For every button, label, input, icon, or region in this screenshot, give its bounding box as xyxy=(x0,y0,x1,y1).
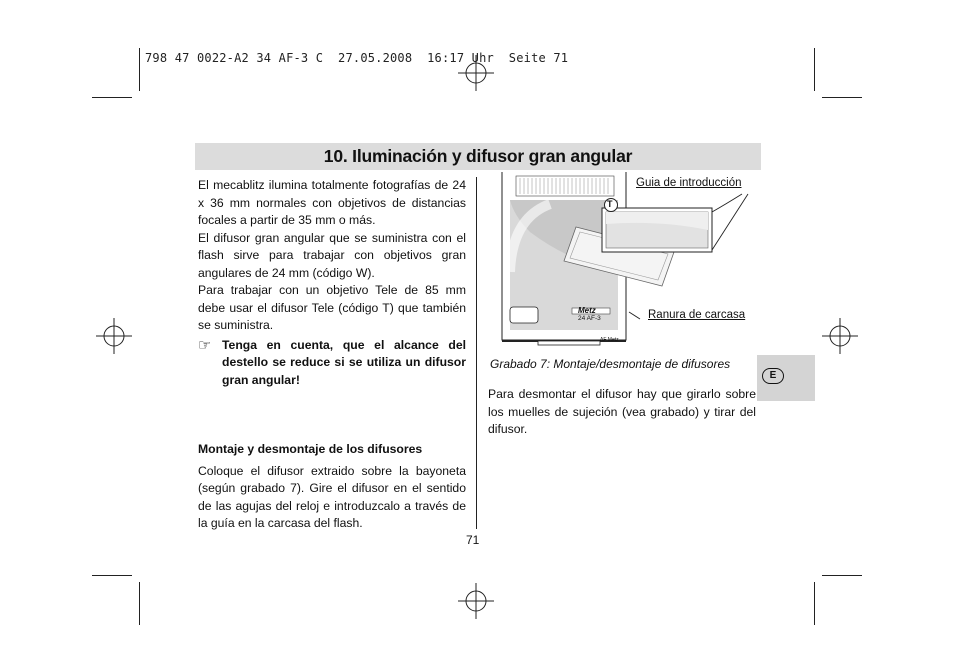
label-slot: Ranura de carcasa xyxy=(648,309,746,321)
page-title: 10. Iluminación y difusor gran angular xyxy=(323,146,633,166)
registration-mark-top xyxy=(458,55,494,91)
paragraph-wide-angle: El difusor gran angular que se suministra con el flash sirve para trabajar con objetivos gran angulares de 24 mm (código W). xyxy=(198,230,466,280)
badge-t: T xyxy=(607,199,613,209)
section-heading: Montaje y desmontaje de los difusores xyxy=(198,442,423,456)
language-tab xyxy=(757,355,815,401)
print-header: 798 47 0022-A2 34 AF-3 C 27.05.2008 16:17 Uhr Seite 71 xyxy=(145,51,569,65)
column-divider xyxy=(476,177,477,529)
label-guide: Guia de introducción xyxy=(636,177,742,189)
paragraph-tele: Para trabajar con un objetivo Tele de 85 mm debe usar el difusor Tele (código T) que también se suministra. xyxy=(198,283,466,332)
figure-caption: Grabado 7: Montaje/desmontaje de difusores xyxy=(490,357,731,371)
paragraph-intro: El mecablitz ilumina totalmente fotografías de 24 x 36 mm normales con objetivos de distancias focales a partir de 35 mm o más. xyxy=(198,178,466,227)
registration-mark-bottom xyxy=(458,583,494,619)
metz-logo: Metz xyxy=(578,306,596,315)
right-column-text xyxy=(488,386,756,439)
note xyxy=(198,337,466,390)
figure-diffuser xyxy=(490,172,760,352)
registration-mark-left xyxy=(96,318,132,354)
paragraph-removal: Para desmontar el difusor hay que girarlo sobre los muelles de sujeción (vea grabado) y tirar del difusor. xyxy=(488,387,756,436)
registration-mark-right xyxy=(822,318,858,354)
title-bar xyxy=(195,143,761,170)
left-column xyxy=(198,177,466,533)
note-text: Tenga en cuenta, que el alcance del destello se reduce si se utiliza un difusor gran angular! xyxy=(222,337,466,387)
language-badge: E xyxy=(762,368,784,384)
paragraph-mounting: Coloque el difusor extraido sobre la bayoneta (según grabado 7). Gire el difusor en el sentido de las agujas del reloj e introduzcalo a través de la guía en la carcasa del flash. xyxy=(198,463,466,530)
model-label: 24 AF-3 xyxy=(578,315,601,322)
small-label: AF Metz xyxy=(600,337,619,343)
flash-illustration xyxy=(490,172,760,352)
page-number: 71 xyxy=(466,533,480,547)
pointing-hand-icon: ☞ xyxy=(198,336,212,354)
